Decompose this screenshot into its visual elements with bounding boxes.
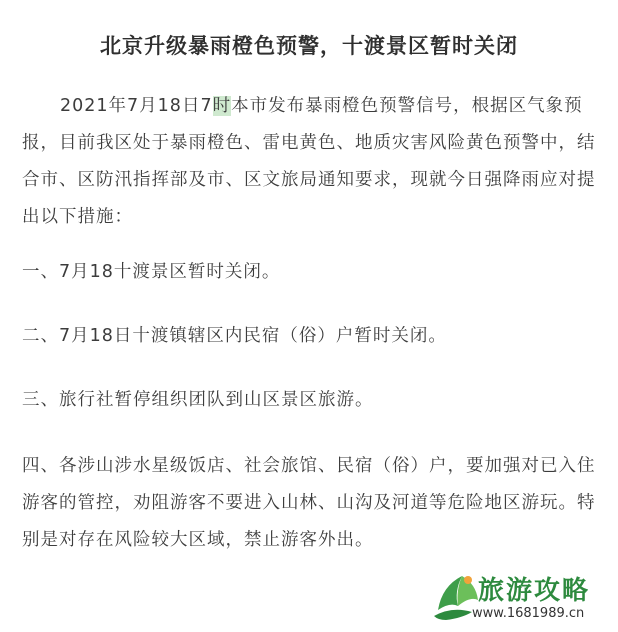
watermark	[432, 566, 612, 626]
article-title: 北京升级暴雨橙色预警，十渡景区暂时关闭	[100, 34, 518, 58]
watermark-url: www.1681989.cn	[472, 606, 585, 621]
highlighted-text: 时	[212, 96, 232, 116]
watermark-brand: 旅游攻略	[478, 576, 591, 606]
intro-text: 本市发布暴雨橙色预警信号，根据区气象预报，目前我区处于暴雨橙色、雷电黄色、地质灾害风险黄色预警中，结合市、区防汛指挥部及市、区文旅局通知要求，现就今日强降雨应对提出以下措施：	[22, 96, 596, 227]
intro-date: 2021年7月18日7	[60, 96, 213, 116]
intro-paragraph	[22, 88, 602, 236]
measure-item-1: 一、7月18十渡景区暂时关闭。	[22, 262, 281, 282]
measure-item-4: 四、各涉山涉水星级饭店、社会旅馆、民宿（俗）户，要加强对已入住游客的管控，劝阻游客不要进入山林、山沟及河道等危险地区游玩。特别是对存在风险较大区域，禁止游客外出。	[22, 456, 596, 550]
measure-item-3: 三、旅行社暂停组织团队到山区景区旅游。	[22, 390, 374, 410]
measure-item-2: 二、7月18日十渡镇辖区内民宿（俗）户暂时关闭。	[22, 326, 447, 346]
